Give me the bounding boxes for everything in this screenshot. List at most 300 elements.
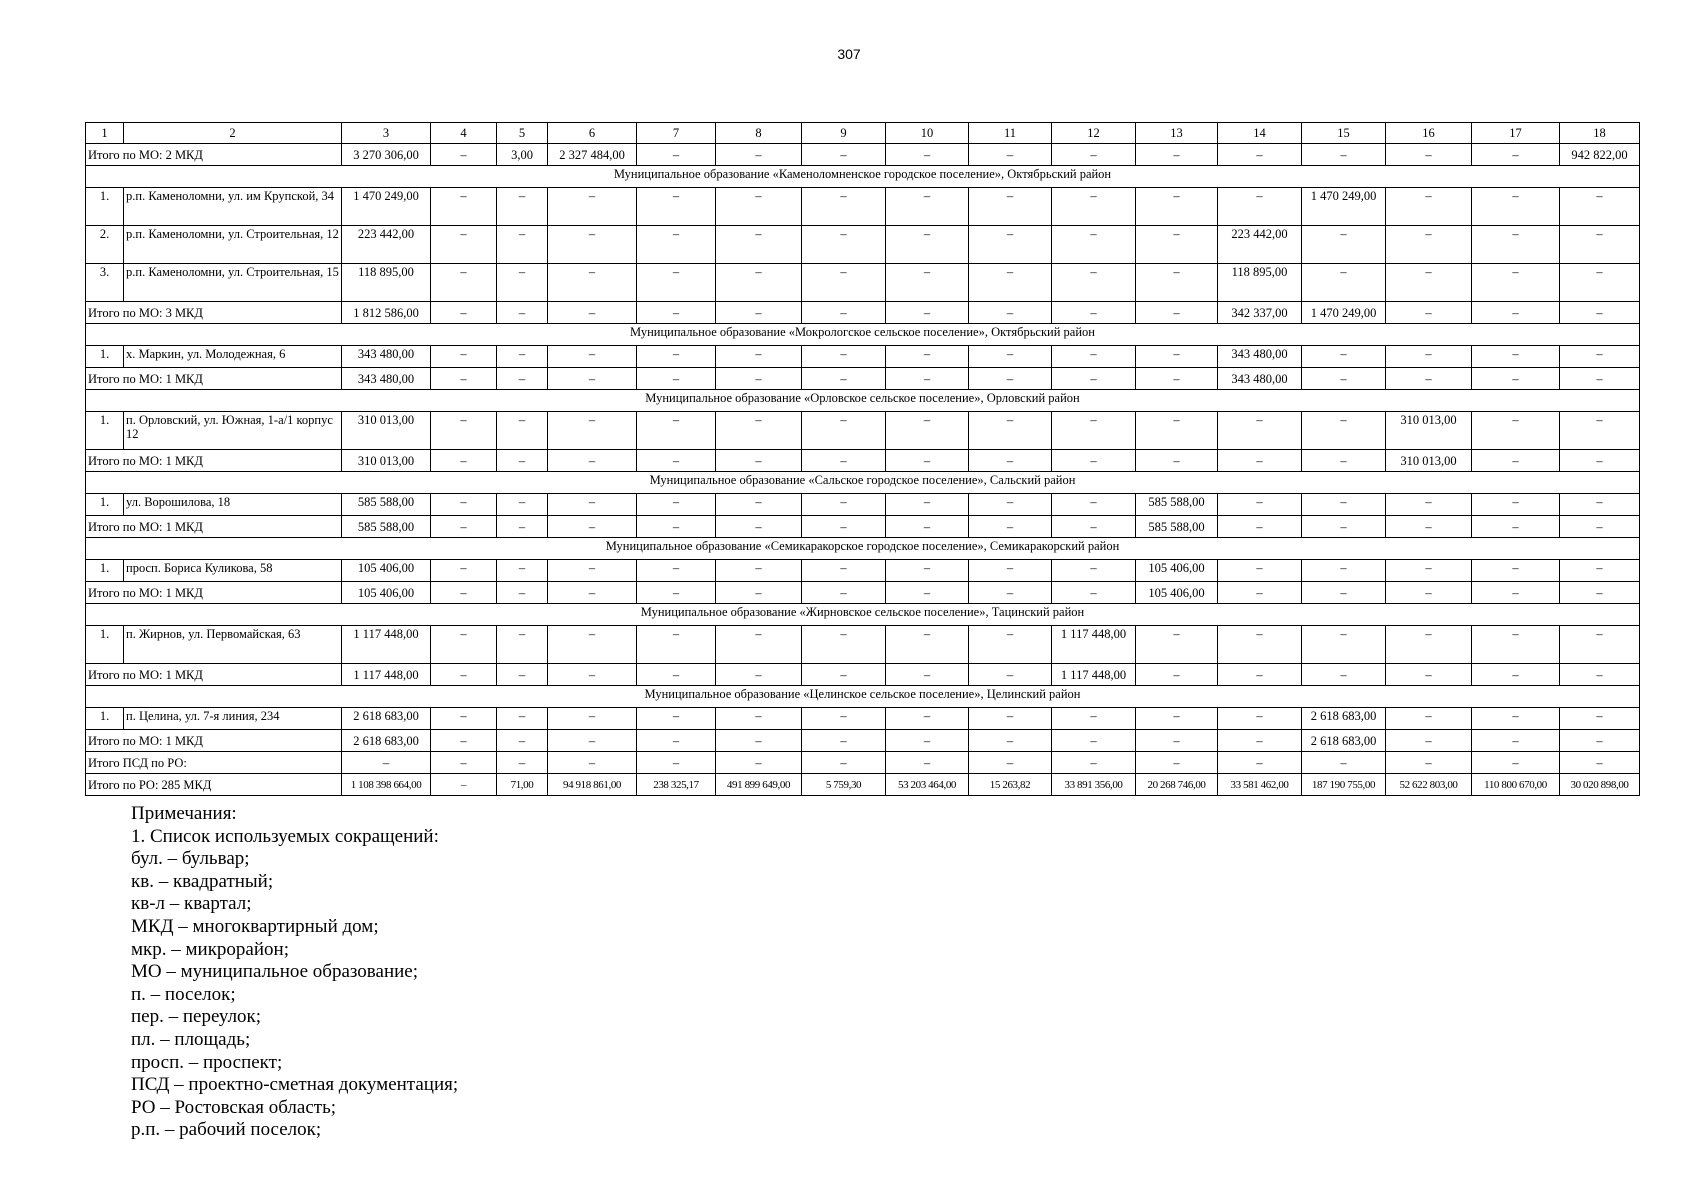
notes-section: [131, 803, 458, 1142]
note-line: пл. – площадь;: [131, 1028, 251, 1050]
table-row: [86, 412, 1640, 450]
row-number: 1.: [86, 346, 124, 368]
value-cell: –: [886, 264, 969, 302]
value-cell: –: [716, 450, 802, 472]
value-cell: 3,00: [497, 144, 548, 166]
value-cell: –: [1302, 264, 1386, 302]
value-cell: 2 327 484,00: [548, 144, 637, 166]
value-cell: 1 470 249,00: [1302, 302, 1386, 324]
value-cell: 2 618 683,00: [1302, 730, 1386, 752]
value-cell: –: [1052, 516, 1136, 538]
value-cell: –: [886, 730, 969, 752]
value-cell: –: [497, 730, 548, 752]
value-cell: –: [1218, 752, 1302, 774]
value-cell: 105 406,00: [342, 560, 431, 582]
value-cell: –: [1386, 144, 1472, 166]
value-cell: 118 895,00: [342, 264, 431, 302]
address-cell: ул. Ворошилова, 18: [124, 494, 342, 516]
municipality-name: Муниципальное образование «Семикаракорское городское поселение», Семикаракорский район: [86, 538, 1640, 560]
value-cell: –: [716, 730, 802, 752]
table-row: [86, 708, 1640, 730]
value-cell: 342 337,00: [1218, 302, 1302, 324]
value-cell: 2 618 683,00: [342, 730, 431, 752]
value-cell: 585 588,00: [342, 516, 431, 538]
value-cell: –: [716, 582, 802, 604]
value-cell: –: [637, 664, 716, 686]
value-cell: –: [969, 560, 1052, 582]
value-cell: –: [1560, 264, 1640, 302]
value-cell: –: [716, 494, 802, 516]
value-cell: –: [1386, 368, 1472, 390]
value-cell: –: [969, 264, 1052, 302]
value-cell: 2 618 683,00: [342, 708, 431, 730]
value-cell: –: [637, 626, 716, 664]
housing-repair-table: [85, 122, 1640, 796]
value-cell: –: [1052, 302, 1136, 324]
note-line: пер. – переулок;: [131, 1006, 262, 1028]
value-cell: –: [716, 302, 802, 324]
value-cell: –: [716, 226, 802, 264]
total-label: Итого по РО: 285 МКД: [86, 774, 342, 796]
value-cell: 94 918 861,00: [548, 774, 637, 796]
value-cell: 310 013,00: [342, 450, 431, 472]
value-cell: –: [637, 560, 716, 582]
value-cell: 343 480,00: [342, 368, 431, 390]
value-cell: 1 812 586,00: [342, 302, 431, 324]
column-number: 14: [1218, 123, 1302, 144]
column-number: 4: [431, 123, 497, 144]
address-cell: п. Орловский, ул. Южная, 1-а/1 корпус 12: [124, 412, 342, 450]
value-cell: –: [802, 188, 886, 226]
value-cell: –: [1136, 730, 1218, 752]
address-cell: р.п. Каменоломни, ул. им Крупской, 34: [124, 188, 342, 226]
value-cell: –: [1472, 730, 1560, 752]
value-cell: –: [716, 346, 802, 368]
value-cell: –: [969, 412, 1052, 450]
value-cell: –: [637, 346, 716, 368]
value-cell: –: [431, 144, 497, 166]
value-cell: –: [1560, 730, 1640, 752]
value-cell: –: [1472, 626, 1560, 664]
value-cell: 71,00: [497, 774, 548, 796]
value-cell: –: [969, 144, 1052, 166]
total-row: [86, 582, 1640, 604]
value-cell: –: [431, 582, 497, 604]
value-cell: –: [1560, 626, 1640, 664]
value-cell: –: [637, 730, 716, 752]
value-cell: –: [1472, 450, 1560, 472]
section-header-row: [86, 604, 1640, 626]
value-cell: 238 325,17: [637, 774, 716, 796]
value-cell: –: [637, 226, 716, 264]
note-line: РО – Ростовская область;: [131, 1096, 337, 1118]
value-cell: –: [637, 302, 716, 324]
value-cell: –: [1472, 560, 1560, 582]
total-label: Итого по МО: 3 МКД: [86, 302, 342, 324]
address-cell: р.п. Каменоломни, ул. Строительная, 12: [124, 226, 342, 264]
value-cell: –: [1560, 412, 1640, 450]
value-cell: –: [716, 664, 802, 686]
value-cell: –: [548, 264, 637, 302]
table-row: [86, 226, 1640, 264]
value-cell: –: [431, 264, 497, 302]
value-cell: –: [548, 368, 637, 390]
value-cell: 310 013,00: [342, 412, 431, 450]
column-number: 6: [548, 123, 637, 144]
address-cell: х. Маркин, ул. Молодежная, 6: [124, 346, 342, 368]
value-cell: –: [1302, 664, 1386, 686]
value-cell: –: [969, 626, 1052, 664]
value-cell: –: [1472, 752, 1560, 774]
value-cell: –: [1472, 368, 1560, 390]
value-cell: –: [431, 730, 497, 752]
value-cell: –: [431, 450, 497, 472]
value-cell: –: [1386, 494, 1472, 516]
value-cell: –: [1136, 302, 1218, 324]
value-cell: –: [497, 450, 548, 472]
table-row: [86, 626, 1640, 664]
note-line: 1. Список используемых сокращений:: [131, 825, 439, 847]
total-label: Итого по МО: 1 МКД: [86, 450, 342, 472]
value-cell: –: [637, 582, 716, 604]
value-cell: –: [548, 752, 637, 774]
value-cell: 3 270 306,00: [342, 144, 431, 166]
value-cell: –: [431, 226, 497, 264]
total-row: [86, 730, 1640, 752]
value-cell: –: [1386, 346, 1472, 368]
column-number: 9: [802, 123, 886, 144]
value-cell: –: [716, 264, 802, 302]
value-cell: –: [1302, 582, 1386, 604]
value-cell: –: [1302, 346, 1386, 368]
note-line: кв. – квадратный;: [131, 870, 274, 892]
value-cell: –: [1302, 516, 1386, 538]
value-cell: 1 108 398 664,00: [342, 774, 431, 796]
value-cell: –: [1472, 302, 1560, 324]
total-label: Итого по МО: 2 МКД: [86, 144, 342, 166]
value-cell: –: [886, 560, 969, 582]
column-number: 1: [86, 123, 124, 144]
value-cell: –: [802, 582, 886, 604]
value-cell: –: [1218, 494, 1302, 516]
column-number: 3: [342, 123, 431, 144]
value-cell: –: [431, 302, 497, 324]
total-label: Итого по МО: 1 МКД: [86, 664, 342, 686]
value-cell: –: [969, 346, 1052, 368]
value-cell: –: [637, 752, 716, 774]
value-cell: –: [802, 264, 886, 302]
value-cell: –: [1302, 626, 1386, 664]
value-cell: –: [1560, 582, 1640, 604]
value-cell: –: [802, 450, 886, 472]
value-cell: –: [1052, 450, 1136, 472]
value-cell: 942 822,00: [1560, 144, 1640, 166]
value-cell: –: [497, 368, 548, 390]
row-number: 1.: [86, 494, 124, 516]
column-number: 13: [1136, 123, 1218, 144]
municipality-name: Муниципальное образование «Орловское сельское поселение», Орловский район: [86, 390, 1640, 412]
value-cell: –: [1136, 144, 1218, 166]
municipality-name: Муниципальное образование «Сальское городское поселение», Сальский район: [86, 472, 1640, 494]
total-row: [86, 368, 1640, 390]
value-cell: 15 263,82: [969, 774, 1052, 796]
value-cell: –: [431, 664, 497, 686]
value-cell: –: [1560, 560, 1640, 582]
value-cell: –: [886, 412, 969, 450]
row-number: 3.: [86, 264, 124, 302]
value-cell: –: [1560, 450, 1640, 472]
value-cell: –: [1386, 708, 1472, 730]
column-number: 16: [1386, 123, 1472, 144]
value-cell: –: [1386, 302, 1472, 324]
value-cell: –: [497, 582, 548, 604]
value-cell: –: [1052, 412, 1136, 450]
total-label: Итого по МО: 1 МКД: [86, 516, 342, 538]
value-cell: –: [497, 516, 548, 538]
value-cell: –: [548, 226, 637, 264]
value-cell: –: [969, 188, 1052, 226]
column-number: 8: [716, 123, 802, 144]
total-row: [86, 302, 1640, 324]
value-cell: –: [1218, 188, 1302, 226]
value-cell: –: [802, 708, 886, 730]
value-cell: –: [1386, 560, 1472, 582]
column-number: 11: [969, 123, 1052, 144]
value-cell: –: [1560, 516, 1640, 538]
value-cell: –: [886, 450, 969, 472]
note-line: МО – муниципальное образование;: [131, 961, 419, 983]
value-cell: –: [431, 752, 497, 774]
value-cell: –: [548, 346, 637, 368]
value-cell: –: [1052, 582, 1136, 604]
value-cell: 310 013,00: [1386, 412, 1472, 450]
value-cell: –: [969, 730, 1052, 752]
value-cell: –: [802, 302, 886, 324]
value-cell: –: [637, 412, 716, 450]
value-cell: 105 406,00: [1136, 582, 1218, 604]
value-cell: –: [969, 516, 1052, 538]
section-header-row: [86, 324, 1640, 346]
value-cell: –: [1136, 708, 1218, 730]
value-cell: –: [1472, 226, 1560, 264]
value-cell: –: [1218, 412, 1302, 450]
value-cell: –: [802, 560, 886, 582]
value-cell: –: [431, 188, 497, 226]
value-cell: –: [1302, 226, 1386, 264]
table-row: [86, 346, 1640, 368]
value-cell: –: [1218, 708, 1302, 730]
value-cell: –: [1052, 708, 1136, 730]
note-line: кв-л – квартал;: [131, 893, 252, 915]
value-cell: –: [431, 774, 497, 796]
column-number: 17: [1472, 123, 1560, 144]
value-cell: –: [716, 368, 802, 390]
value-cell: –: [497, 708, 548, 730]
value-cell: –: [716, 626, 802, 664]
value-cell: –: [969, 582, 1052, 604]
value-cell: –: [1302, 412, 1386, 450]
value-cell: 110 800 670,00: [1472, 774, 1560, 796]
total-row: [86, 664, 1640, 686]
row-number: 2.: [86, 226, 124, 264]
value-cell: –: [1472, 264, 1560, 302]
value-cell: –: [548, 626, 637, 664]
value-cell: –: [1386, 626, 1472, 664]
note-line: МКД – многоквартирный дом;: [131, 915, 379, 937]
value-cell: –: [716, 188, 802, 226]
value-cell: –: [886, 582, 969, 604]
value-cell: 33 581 462,00: [1218, 774, 1302, 796]
value-cell: –: [1136, 664, 1218, 686]
value-cell: –: [497, 752, 548, 774]
value-cell: –: [1386, 516, 1472, 538]
value-cell: –: [548, 450, 637, 472]
value-cell: 585 588,00: [1136, 494, 1218, 516]
value-cell: –: [1302, 560, 1386, 582]
section-header-row: [86, 390, 1640, 412]
value-cell: –: [1218, 144, 1302, 166]
value-cell: 310 013,00: [1386, 450, 1472, 472]
note-line: р.п. – рабочий поселок;: [131, 1119, 322, 1141]
value-cell: –: [1302, 368, 1386, 390]
column-number: 12: [1052, 123, 1136, 144]
table-row: [86, 264, 1640, 302]
value-cell: –: [886, 708, 969, 730]
value-cell: –: [1560, 302, 1640, 324]
value-cell: –: [886, 346, 969, 368]
value-cell: –: [886, 188, 969, 226]
value-cell: –: [1136, 226, 1218, 264]
value-cell: –: [969, 752, 1052, 774]
value-cell: –: [969, 450, 1052, 472]
total-row: [86, 774, 1640, 796]
value-cell: –: [1560, 226, 1640, 264]
value-cell: –: [802, 226, 886, 264]
value-cell: –: [1218, 664, 1302, 686]
address-cell: р.п. Каменоломни, ул. Строительная, 15: [124, 264, 342, 302]
value-cell: –: [1136, 346, 1218, 368]
value-cell: –: [431, 368, 497, 390]
value-cell: –: [1218, 582, 1302, 604]
row-number: 1.: [86, 560, 124, 582]
note-line: ПСД – проектно-сметная документация;: [131, 1074, 459, 1096]
value-cell: 20 268 746,00: [1136, 774, 1218, 796]
section-header-row: [86, 538, 1640, 560]
value-cell: –: [1472, 144, 1560, 166]
value-cell: –: [1472, 494, 1560, 516]
value-cell: –: [497, 412, 548, 450]
value-cell: 343 480,00: [342, 346, 431, 368]
value-cell: –: [716, 752, 802, 774]
table-row: [86, 560, 1640, 582]
address-cell: просп. Бориса Куликова, 58: [124, 560, 342, 582]
column-number: 5: [497, 123, 548, 144]
value-cell: –: [1218, 516, 1302, 538]
section-header-row: [86, 686, 1640, 708]
value-cell: 52 622 803,00: [1386, 774, 1472, 796]
value-cell: –: [548, 302, 637, 324]
value-cell: –: [1052, 226, 1136, 264]
value-cell: 585 588,00: [342, 494, 431, 516]
value-cell: –: [802, 412, 886, 450]
value-cell: –: [1052, 730, 1136, 752]
value-cell: 223 442,00: [1218, 226, 1302, 264]
total-row: [86, 144, 1640, 166]
value-cell: –: [431, 708, 497, 730]
value-cell: –: [1472, 346, 1560, 368]
value-cell: –: [1472, 516, 1560, 538]
value-cell: –: [497, 494, 548, 516]
value-cell: –: [1560, 664, 1640, 686]
row-number: 1.: [86, 708, 124, 730]
value-cell: –: [1052, 144, 1136, 166]
value-cell: –: [1302, 450, 1386, 472]
value-cell: 223 442,00: [342, 226, 431, 264]
value-cell: –: [1386, 752, 1472, 774]
value-cell: 1 117 448,00: [1052, 626, 1136, 664]
value-cell: –: [548, 412, 637, 450]
value-cell: –: [1560, 494, 1640, 516]
value-cell: –: [637, 516, 716, 538]
header-row: [86, 123, 1640, 144]
total-row: [86, 752, 1640, 774]
value-cell: –: [548, 730, 637, 752]
municipality-name: Муниципальное образование «Мокрологское сельское поселение», Октябрьский район: [86, 324, 1640, 346]
address-cell: п. Жирнов, ул. Первомайская, 63: [124, 626, 342, 664]
value-cell: –: [1052, 264, 1136, 302]
value-cell: 1 470 249,00: [342, 188, 431, 226]
value-cell: –: [1052, 346, 1136, 368]
row-number: 1.: [86, 412, 124, 450]
value-cell: –: [886, 302, 969, 324]
value-cell: –: [969, 494, 1052, 516]
value-cell: 343 480,00: [1218, 346, 1302, 368]
value-cell: –: [886, 226, 969, 264]
value-cell: 1 117 448,00: [1052, 664, 1136, 686]
value-cell: –: [1136, 626, 1218, 664]
value-cell: –: [548, 582, 637, 604]
value-cell: –: [802, 752, 886, 774]
column-number: 2: [124, 123, 342, 144]
note-line: Примечания:: [131, 803, 237, 824]
value-cell: –: [497, 264, 548, 302]
total-label: Итого по МО: 1 МКД: [86, 582, 342, 604]
value-cell: –: [1136, 188, 1218, 226]
municipality-name: Муниципальное образование «Жирновское сельское поселение», Тацинский район: [86, 604, 1640, 626]
value-cell: –: [1386, 582, 1472, 604]
value-cell: –: [802, 144, 886, 166]
column-number: 18: [1560, 123, 1640, 144]
value-cell: –: [1302, 494, 1386, 516]
value-cell: –: [886, 494, 969, 516]
value-cell: –: [548, 494, 637, 516]
value-cell: –: [802, 494, 886, 516]
value-cell: 585 588,00: [1136, 516, 1218, 538]
value-cell: 118 895,00: [1218, 264, 1302, 302]
value-cell: –: [497, 346, 548, 368]
value-cell: –: [1472, 188, 1560, 226]
value-cell: –: [1052, 494, 1136, 516]
value-cell: –: [1218, 450, 1302, 472]
page-number: 307: [837, 46, 861, 62]
value-cell: –: [1472, 582, 1560, 604]
row-number: 1.: [86, 188, 124, 226]
value-cell: –: [1052, 560, 1136, 582]
table-row: [86, 494, 1640, 516]
value-cell: 343 480,00: [1218, 368, 1302, 390]
value-cell: –: [1218, 626, 1302, 664]
value-cell: –: [886, 752, 969, 774]
